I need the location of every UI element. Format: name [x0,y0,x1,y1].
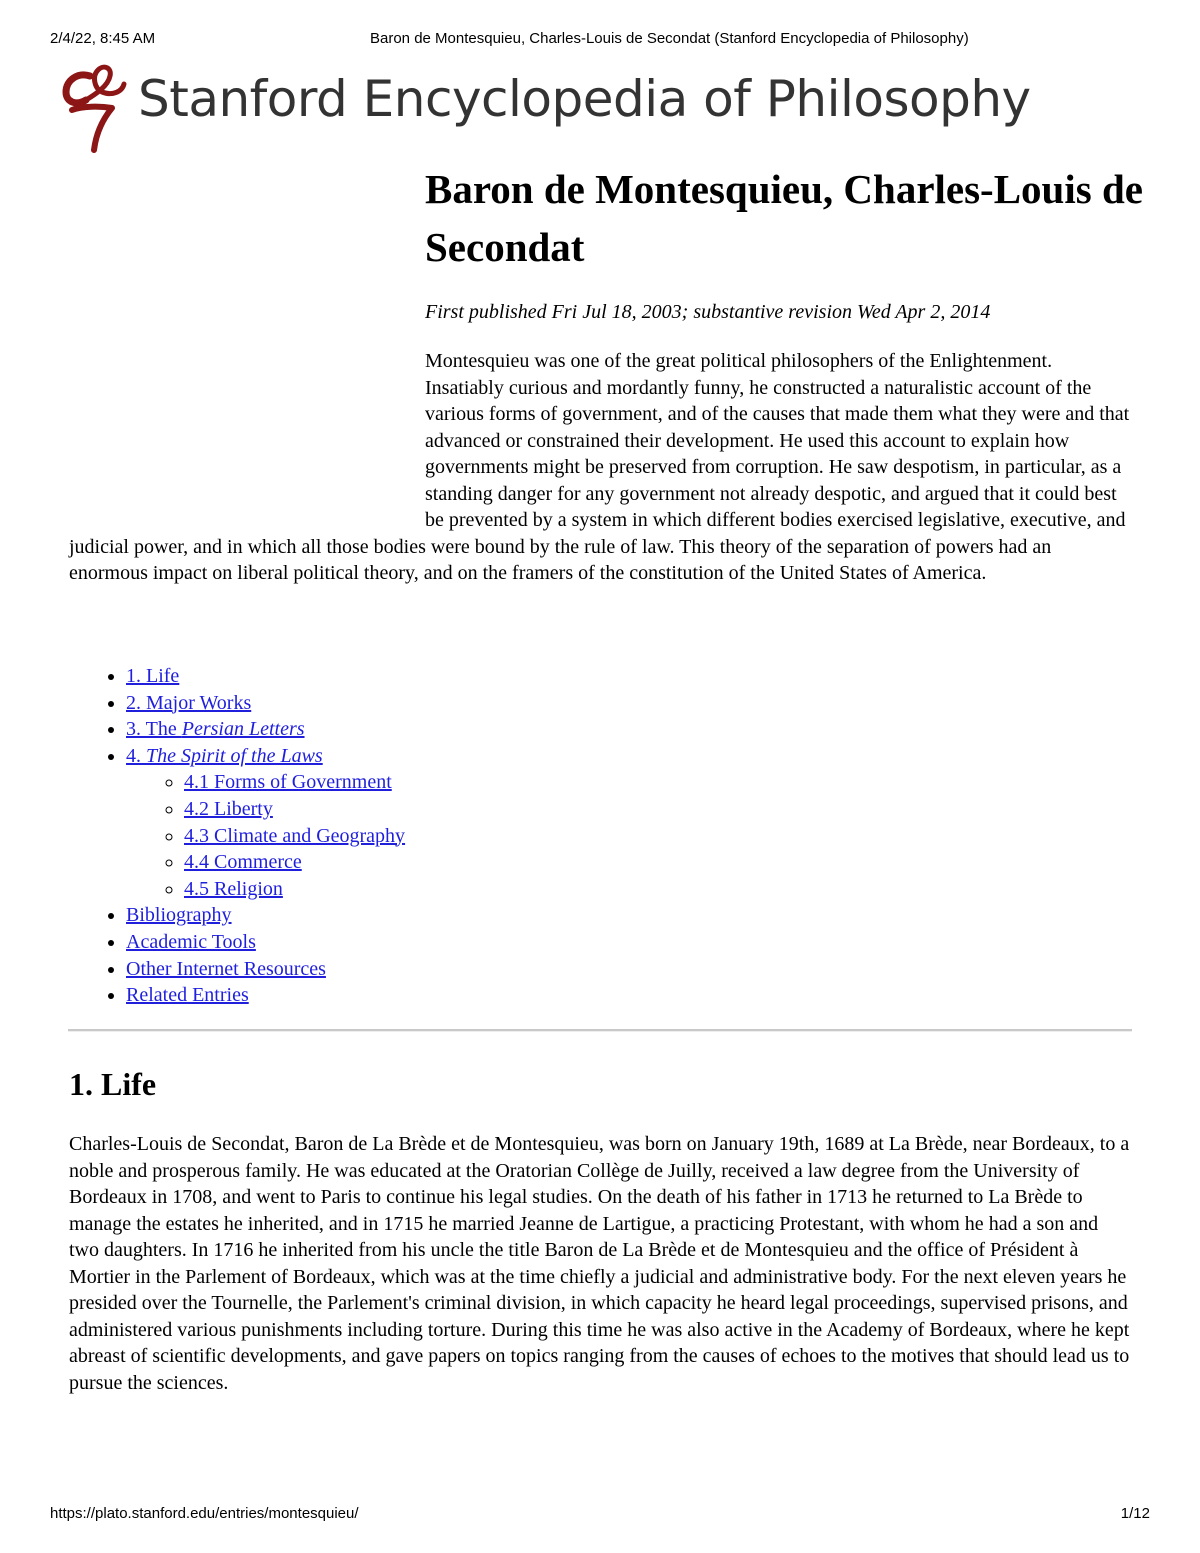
toc-link-other-resources[interactable]: Other Internet Resources [126,957,326,980]
toc-link-liberty[interactable]: 4.2 Liberty [184,797,273,820]
toc-link-related-entries[interactable]: Related Entries [126,984,249,1007]
toc-item [126,956,869,983]
toc-item [126,663,869,690]
preamble [69,348,1131,587]
toc-link-academic-tools[interactable]: Academic Tools [126,930,256,953]
toc-link-commerce[interactable]: 4.4 Commerce [184,851,302,874]
toc-link-forms-of-government[interactable]: 4.1 Forms of Government [184,771,392,794]
toc-subitem [184,876,869,903]
toc-subitem [184,769,869,796]
print-header [50,30,1150,50]
toc-item [126,743,869,903]
print-page-title: Baron de Montesquieu, Charles-Louis de Secondat (Stanford Encyclopedia of Philosophy) [370,30,969,47]
toc-item [126,690,869,717]
table-of-contents [69,663,869,1009]
toc-link-bibliography[interactable]: Bibliography [126,904,232,927]
print-url: https://plato.stanford.edu/entries/montesquieu/ [50,1505,359,1522]
site-name: Stanford Encyclopedia of Philosophy [138,70,1031,128]
page-number: 1/12 [1120,1505,1150,1522]
toc-link-spirit-of-laws[interactable] [126,745,323,767]
toc-subitem [184,796,869,823]
toc-link-title: Persian Letters [181,718,305,741]
toc-link-prefix: 4. [126,744,146,767]
toc-item [126,982,869,1009]
toc-link-climate-geography[interactable]: 4.3 Climate and Geography [184,824,406,847]
entry-title: Baron de Montesquieu, Charles-Louis de Secondat [425,166,1143,270]
toc-link-prefix: 3. The [126,718,182,741]
toc-link-title: The Spirit of the Laws [146,744,323,767]
toc-list [69,663,869,1009]
toc-item [126,929,869,956]
section-text-life: Charles-Louis de Secondat, Baron de La Brède et de Montesquieu, was born on January 19th, 1689 at La Brède, near Bordeaux, to a noble and prosperous family. He was educated at the Oratorian Collège de Juilly, received a law degree from the University of Bordeaux in 1708, and went to Paris to continue his legal studies. On the death of his father in 1713 he returned to La Brède to manage the estates he inherited, and in 1715 he married Jeanne de Lartigue, a practicing Protestant, with whom he had a son and two daughters. In 1716 he inherited from his uncle the title Baron de La Brède et de Montesquieu and the office of Président à Mortier in the Parlement of Bordeaux, which was at the time chiefly a judicial and administrative body. For the next eleven years he presided over the Tournelle, the Parlement's criminal division, in which capacity he heard legal proceedings, supervised prisons, and administered various punishments including torture. During this time he was also active in the Academy of Bordeaux, where he kept abreast of scientific developments, and gave papers on topics ranging from the causes of echoes to the motives that should lead us to pursue the sciences. [69,1133,1130,1394]
publication-info: First published Fri Jul 18, 2003; substantive revision Wed Apr 2, 2014 [425,301,991,323]
print-footer [50,1505,1150,1525]
toc-subitem [184,849,869,876]
toc-link-persian-letters[interactable] [126,718,305,740]
toc-subitem [184,823,869,850]
site-logo[interactable] [60,62,1060,154]
print-date: 2/4/22, 8:45 AM [50,30,156,47]
toc-item [126,716,869,743]
toc-item [126,902,869,929]
section-heading-life: 1. Life [69,1066,157,1102]
sep-logo-icon [60,62,130,154]
toc-link-life[interactable]: 1. Life [126,665,180,687]
toc-link-religion[interactable]: 4.5 Religion [184,877,283,900]
section-divider [68,1029,1132,1032]
toc-sublist [126,769,869,902]
preamble-text: Montesquieu was one of the great political philosophers of the Enlightenment. Insatiably curious and mordantly funny, he constructed a naturalistic account of the various forms of government, and of the causes that made them what they were and that advanced or constrained their development. He used this account to explain how governments might be preserved from corruption. He saw despotism, in particular, as a standing danger for any government not already despotic, and argued that it could best be prevented by a system in which different bodies exercised legislative, executive, and judicial power, and in which all those bodies were bound by the rule of law. This theory of the separation of powers had an enormous impact on liberal political theory, and on the framers of the constitution of the United States of America. [69,350,1130,584]
toc-link-major-works[interactable]: 2. Major Works [126,691,252,714]
